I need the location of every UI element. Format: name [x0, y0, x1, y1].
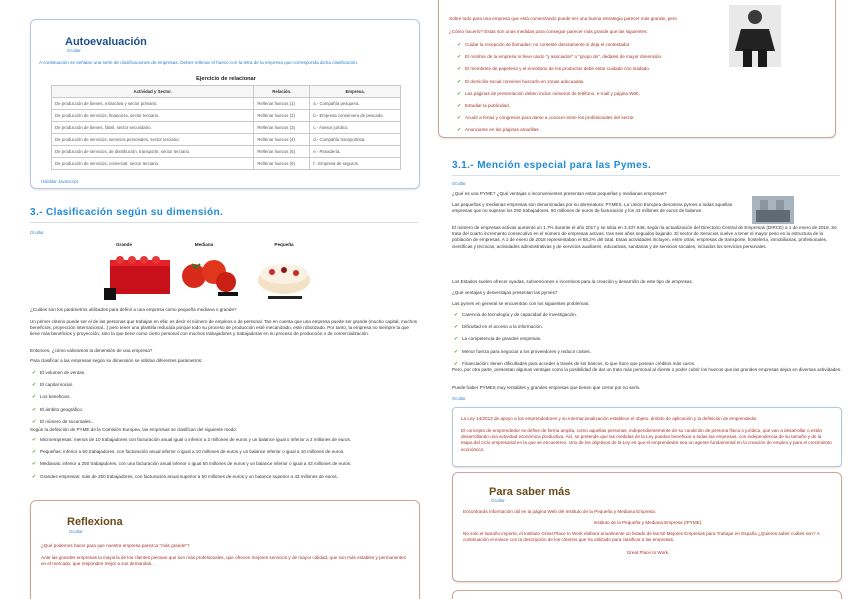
s3-paragraph: Un primer criterio puede ser el de las personas que trabajan en ella: es decir el número de empleos o de personal. Tan en cuenta que una empresa puede ser grande (mucho capital, muchos beneficios, proyección internacional...) pero tener una plantilla reducida porque todo su proceso de producción esté mecanizado, esté robotizado. Por tanto, la empresa no siempre la que tiene más beneficios y proyección, sino la que tiene como cierto personal con muchos trabajadores y trabajadoras en su proceso de producción o de comercialización.: [30, 319, 418, 337]
s31-question: ¿Qué ventajas y desventajas presentan las pymes?: [452, 290, 558, 295]
matching-table-wrap: [51, 85, 401, 170]
table-cell: f.- Empresa de seguros.: [310, 157, 401, 169]
list-item: ✔ Menor fuerza para negociar a los proveedores y reducir costes.: [454, 349, 842, 355]
businessman-image: [729, 5, 781, 67]
table-cell: De producción de servicios, de distribución, transporte, sector terciario.: [52, 145, 254, 157]
table-cell: a.- Compañía pesquera.: [310, 97, 401, 109]
table-cell: De producción de bienes, fabril, sector secundario.: [52, 121, 254, 133]
cake-image: [254, 252, 316, 302]
table-cell: De producción de bienes, extractiva y sector primario.: [52, 97, 254, 109]
ocultar-link[interactable]: Ocultar: [452, 396, 466, 401]
list-item: ✔ Acudir a ferias y congresos para darse a conocer entre los profesionales del sector.: [457, 115, 737, 121]
list-item: ✔ El membrete de papelería y el envoltorio de los productos debe estar cuidado con suidado.: [457, 66, 737, 72]
autoevaluacion-title: Autoevaluación: [65, 36, 147, 48]
caption-mediana: Mediana: [194, 242, 214, 247]
s31-question: ¿Qué es una PYME? ¿Qué ventajas o inconvenientes presentan estas pequeñas y medianas empresas?: [452, 191, 667, 196]
list-item: ✔ Las páginas de presentación deben incluir números de teléfono, e-mail y página Web.: [457, 91, 737, 97]
s31-paragraph: El número de empresas activas aumentó un 1,7% durante el año 2017 y se sitúa en 3.337.646, según la actualización del Directorio Central de Empresas (DIRCE) a 1 de enero de 2018. Se trata del cuarto incremento consecutivo en el número de empresas activas, tras seis años seguidos bajando. El sector de Servicios vuelve a tener el mayor peso en la estructura de la población de empresas. A 1 de enero de 2018 representaban el 58,2% del total. Estas actividades incluyen, entre otras, empresas de transporte, hostelería, inmobiliarias, profesionales, científicas y técnicas, actividades administrativas y de servicios auxiliares, educativas, sanitarias y de servicios sociales, incluidos los servicios personales.: [452, 225, 837, 249]
table-row: [52, 157, 401, 169]
fill-in-field[interactable]: Rellenar huecos (4): [254, 133, 310, 145]
next-box: [452, 590, 842, 599]
s31-paragraph: Puede haber PYMES muy rentables y grandes empresas que tienen que cerrar por no serlo.: [452, 385, 641, 390]
fill-in-field[interactable]: Rellenar huecos (5): [254, 145, 310, 157]
list-item: ✔ El nombre de la empresa ni lleve unido "y asociados" o "grupo de", dedales de mayor dimensión.: [457, 54, 737, 60]
reflexiona-title: Reflexiona: [67, 516, 123, 528]
tomatoes-image: [180, 252, 238, 298]
table-cell: De producción de servicios, comercial, sector terciario.: [52, 157, 254, 169]
table-cell: De producción de servicios, financiera, sector terciario.: [52, 109, 254, 121]
list-item: ✔ La competencia de grandes empresas.: [454, 336, 842, 342]
reflexiona-answer: Ante las grandes empresas la mayoría de los clientes piensan que son más profesionales, que ofrecen mejores servicios y de mayor calidad, que son más estables y permanentes en el mercado, que responden mejor a sus demandas...: [41, 555, 406, 567]
list-item: ✔ Grandes empresas: más de 250 trabajadores, con facturación anual superior a 50 millones de euros y un balance superior a 43 millones de euros.: [32, 474, 420, 480]
table-row: [52, 109, 401, 121]
box-question: ¿Cómo hacerlo? Éstas son unas medidas para conseguir parecer más grande que las siguientes:: [449, 29, 648, 34]
saber-mas-box: [452, 472, 842, 582]
divider: [452, 175, 840, 176]
fill-in-field[interactable]: Rellenar huecos (1): [254, 97, 310, 109]
ley-paragraph: El concepto de emprendedor se define de forma amplia, como aquellas personas, independientemente de su condición de persona física o jurídica, que van a desarrollar o están desarrollando una actividad económica productiva. Así, se pretende que las medidas de la Ley puedan beneficiar a todas las empresas, con independencia de su tamaño y de la etapa del ciclo empresarial en la que se encuentren. Uno de los objetivos de la Ley es que el emprendedor sea un agente fundamental en la creación de empleo y para el crecimiento económico.: [461, 428, 832, 452]
table-cell: c.- Asesor jurídico.: [310, 121, 401, 133]
ipyme-link[interactable]: Instituto de la Pequeña y Mediana Empresa (IPYME).: [593, 520, 703, 525]
measures-list: [457, 42, 737, 140]
col-header: Empresa.: [310, 86, 401, 98]
ley-box: [452, 407, 842, 467]
list-item: ✔ El capital social.: [32, 382, 420, 388]
list-item: ✔ Pequeñas: inferior a 50 trabajadores, con facturación anual inferior o igual a 10 millones de euros y un balance inferior o igual a 10 millones de euros.: [32, 449, 420, 455]
office-image: [752, 196, 794, 224]
list-item: ✔ El volumen de ventas.: [32, 370, 420, 376]
s31-paragraph: Las pymes en general se encuentran con los siguientes problemas:: [452, 301, 590, 306]
s3-paragraph: Según la definición de PYME de la Comisión Europea, las empresas se clasifican del siguiente modo:: [30, 427, 238, 432]
list-item: ✔ Estudiar la publicidad.: [457, 103, 737, 109]
javascript-link[interactable]: Habilitar JavaScript: [41, 179, 79, 184]
table-title: Ejercicio de relacionar: [196, 76, 256, 82]
reflexiona-question: ¿Qué podemos hacer para que nuestra empresa parezca "más grande"?: [41, 543, 190, 548]
box-intro: Sobre todo para una empresa que está comenzando puede ser una buena estrategia parecer más grande, pero: [449, 16, 677, 21]
autoevaluacion-box: [30, 19, 420, 189]
table-row: [52, 145, 401, 157]
list-item: ✔ Cuidar la recepción de llamadas: no conteste directamente si deja el contestador.: [457, 42, 737, 48]
table-row: [52, 121, 401, 133]
s3-question: ¿Cuáles son los parámetros utilizados para definir a una empresa como pequeña mediana o grande?: [30, 307, 237, 312]
great-place-link[interactable]: Great Place to Work.: [626, 550, 670, 555]
s31-paragraph: Las pequeñas y medianas empresas son denominadas por su abreviatura: PYMES. La Unión Europea denomina pymes a todas aquellas empresas que no superan los 250 trabajadores, 50 millones de euros de facturación y los 43 millones de euros de balance.: [452, 202, 733, 214]
s31-paragraph: Los Estados suelen ofrecer ayudas, subvenciones e incentivos para la creación y desarrollo de este tipo de empresas.: [452, 279, 694, 284]
fill-in-field[interactable]: Rellenar huecos (3): [254, 121, 310, 133]
problems-list: [454, 312, 842, 373]
saber-mas-paragraph: No solo el tamaño importa, el Instituto Great Place to Work elabora anualmente un listado de las 50 Mejores Empresas para Trabajar en España ¿Quieres saber cuáles son? A continuación el enlace con la descripción de los criterios que ha utilizado para clasificar a las empresas.: [463, 531, 820, 543]
section-3-title: 3.- Clasificación según su dimensión.: [30, 207, 224, 218]
ocultar-link[interactable]: Ocultar: [30, 230, 44, 235]
list-item: ✔ Financiación: tienen dificultades para acceder a través de los bancos, lo que hace que posean créditos más caros.: [454, 361, 842, 367]
table-cell: De producción de servicios, servicios personales, sector terciario.: [52, 133, 254, 145]
divider: [30, 222, 418, 223]
list-item: ✔ Medianas: inferior a 250 trabajadores, con una facturación anual inferior o igual 50 millones de euros y un balance inferior o igual a 43 millones de euros.: [32, 461, 420, 467]
list-item: ✔ Microempresas: menos de 10 trabajadores con facturación anual igual o inferior a 2 millones de euros y un balance igual o inferior a 2 millones de euros.: [32, 437, 420, 443]
saber-mas-paragraph: Encontrarás información útil en la página Web del Instituto de la Pequeña y Mediana Empresa:: [463, 509, 656, 514]
table-row: [52, 97, 401, 109]
ocultar-link[interactable]: Ocultar: [67, 48, 81, 53]
lego-brick-image: [104, 250, 176, 302]
table-cell: e.- Panadería.: [310, 145, 401, 157]
ocultar-link[interactable]: Ocultar: [491, 498, 505, 503]
col-header: Relación.: [254, 86, 310, 98]
list-item: ✔ El número de sucursales...: [32, 419, 420, 425]
fill-in-field[interactable]: Rellenar huecos (6): [254, 157, 310, 169]
s31-paragraph: Pero, por otra parte, presentan algunas ventajas como la posibilidad de dar un trato más personal al cliente o poder cubrir los huecos que las grandes empresas dejan en diversas actividades.: [452, 367, 842, 372]
caption-grande: Grande: [115, 242, 133, 247]
s3-paragraph: Entonces, ¿cómo valoramos la dimensión de una empresa?: [30, 348, 153, 353]
caption-pequena: Pequeña: [274, 242, 294, 247]
table-cell: b.- Empresa conservera de pescado.: [310, 109, 401, 121]
ocultar-link[interactable]: Ocultar: [69, 529, 83, 534]
list-item: ✔ Dificultad en el acceso a la información.: [454, 324, 842, 330]
saber-mas-title: Para saber más: [489, 486, 571, 498]
matching-table: [51, 85, 401, 170]
list-item: ✔ Anunciarse en las páginas amarillas.: [457, 127, 737, 133]
parecer-grande-box: [438, 0, 836, 138]
autoevaluacion-intro: A continuación se señalan una serie de clasificaciones de empresas. Debes rellenar el hueco con la letra de la empresa que corresponda dicha clasificación.: [39, 60, 359, 65]
col-header: Actividad y Sector.: [52, 86, 254, 98]
fill-in-field[interactable]: Rellenar huecos (2): [254, 109, 310, 121]
parameters-list: [32, 370, 420, 431]
table-cell: d.- Compañía transportista.: [310, 133, 401, 145]
pyme-classification-list: [32, 437, 420, 486]
table-row: [52, 133, 401, 145]
list-item: ✔ Los beneficios.: [32, 394, 420, 400]
reflexiona-box: [30, 500, 420, 599]
section-31-title: 3.1.- Mención especial para las Pymes.: [452, 160, 652, 171]
ocultar-link[interactable]: Ocultar: [452, 181, 466, 186]
list-item: ✔ Carencia de tecnología y de capacidad de investigación.: [454, 312, 842, 318]
ley-paragraph: La Ley 14/2013 de apoyo a los emprendedores y su internacionalización establece el objeto, ámbito de aplicación y la definición de emprendedor.: [461, 416, 758, 421]
list-item: ✔ El ámbito geográfico.: [32, 407, 420, 413]
s3-paragraph: Para clasificar a las empresas según su dimensión se utilizan diferentes parámetros:: [30, 358, 203, 363]
list-item: ✔ El domicilio social conviene buscarlo en zonas adecuadas.: [457, 79, 737, 85]
